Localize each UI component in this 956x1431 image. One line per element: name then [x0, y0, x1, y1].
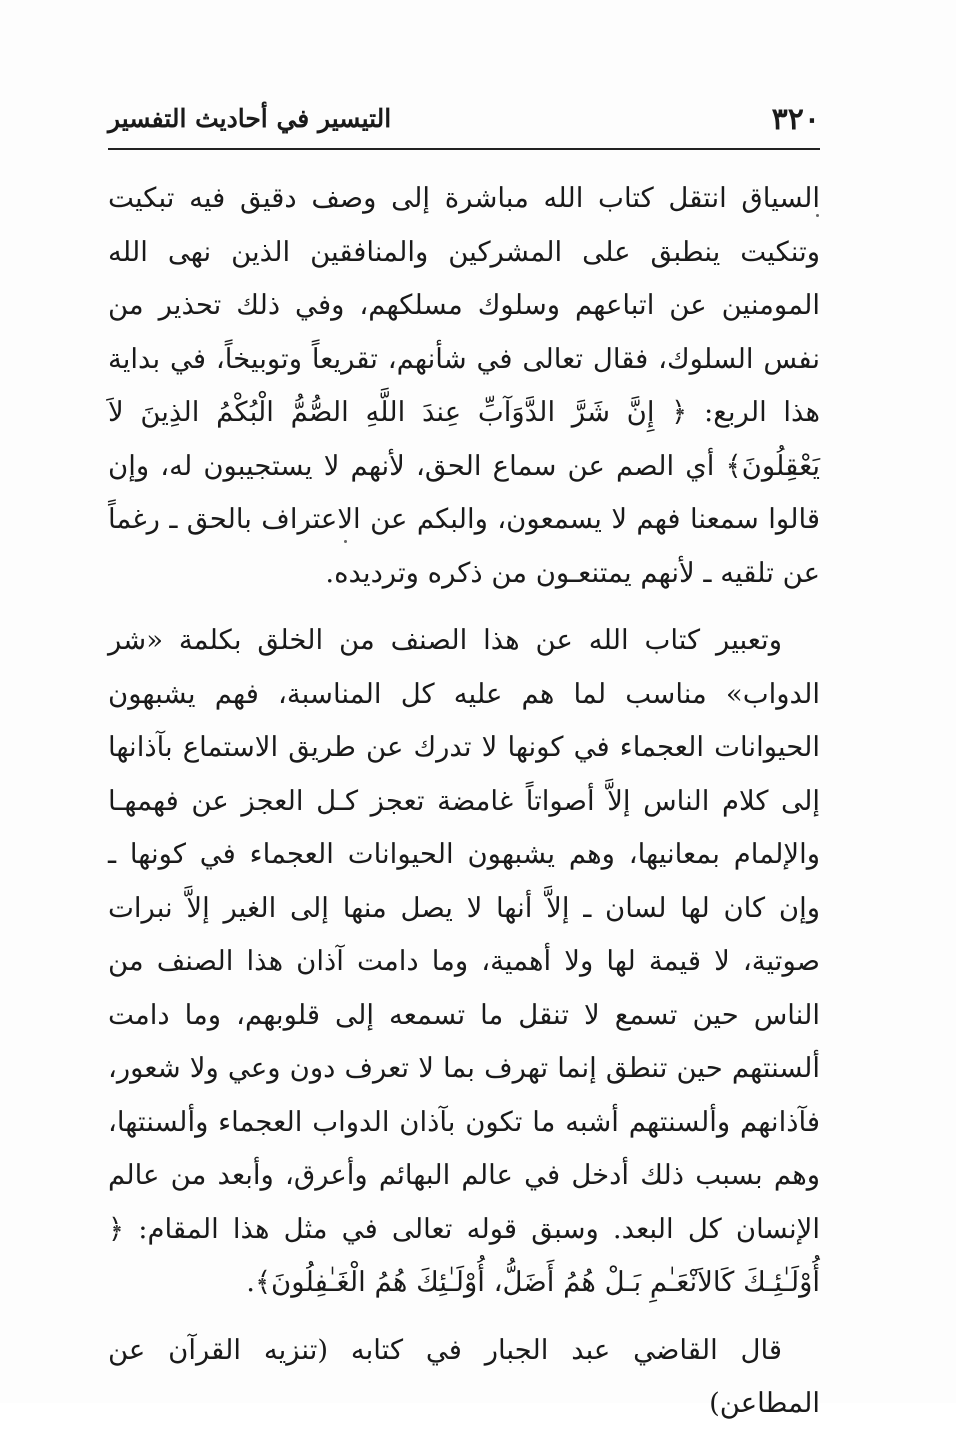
scan-speck — [344, 540, 347, 543]
paragraph-1: السياق انتقل كتاب الله مباشرة إلى وصف دقيق فيه تبكيت وتنكيت ينطبق على المشركين والمنافقين الذين نهى الله المومنين عن اتباعهم وسلوك مسلكهم، وفي ذلك تحذير من نفس السلوك، فقال تعالى في شأنهم، تقريعاً وتوبيخاً، في بداية هذا الربع: ﴿ إِنَّ شَرَّ الدَّوَآبِّ عِندَ اللَّهِ الصُّمُّ الْبُكْمُ الذِينَ لاَ يَعْقِلُونَ﴾ أي الصم عن سماع الحق، لأنهم لا يستجيبون له، وإن قالوا سمعنا فهم لا يسمعون، والبكم عن الاعتراف بالحق ـ رغماً عن تلقيه ـ لأنهم يمتنعـون من ذكره وترديده. — [108, 182, 820, 589]
page-header — [108, 96, 820, 142]
page-number: ٣٢٠ — [771, 102, 820, 137]
running-title: التيسير في أحاديث التفسير — [108, 104, 392, 133]
page-body — [108, 172, 820, 1431]
paragraph-3: قال القاضي عبد الجبار في كتابه (تنزيه القرآن عن المطاعن) — [108, 1333, 820, 1419]
paragraph-2: وتعبير كتاب الله عن هذا الصنف من الخلق بكلمة «شر الدواب» مناسب لما هم عليه كل المناسبة، فهم يشبهون الحيوانات العجماء في كونها لا تدرك عن طريق الاستماع بآذانها إلى كلام الناس إلاَّ أصواتاً غامضة تعجز كـل العجز عن فهمهـا والإلمام بمعانيها، وهم يشبهون الحيوانات العجماء في كونها ـ وإن كان لها لسان ـ إلاَّ أنها لا يصل منها إلى الغير إلاَّ نبرات صوتية، لا قيمة لها ولا أهمية، وما دامت آذان هذا الصنف من الناس حين تسمع لا تنقل ما تسمعه إلى قلوبهم، وما دامت ألسنتهم حين تنطق إنما تهرف بما لا تعرف دون وعي ولا شعور، فآذانهم وألسنتهم أشبه ما تكون بآذان الدواب العجماء وألسنتها، وهم بسبب ذلك أدخل في عالم البهائم وأعرق، وأبعد من عالم الإنسان كل البعد. وسبق قوله تعالى في مثل هذا المقام: ﴿ أُوْلَـٰئِـكَ كَالاَنْعَـٰمِ بَـلْ هُمُ أَضَلُّ، أُوْلَـٰئِكَ هُمُ الْغَـٰفِلُونَ﴾. — [108, 624, 820, 1298]
header-divider — [108, 148, 820, 150]
scan-speck — [816, 214, 819, 217]
